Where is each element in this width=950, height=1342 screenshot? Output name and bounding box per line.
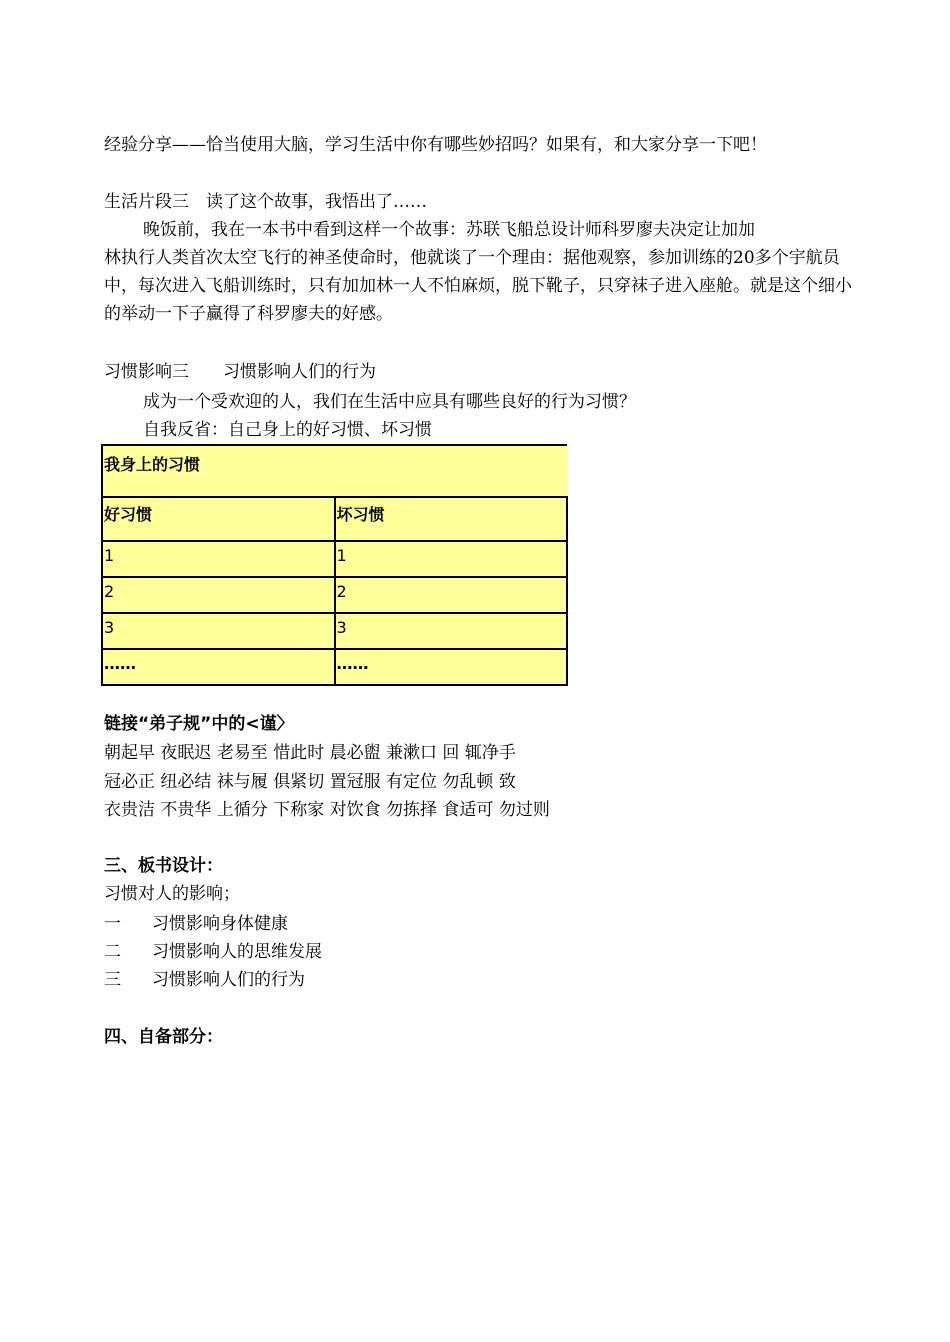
bad-habit-cell: …… [335, 649, 568, 685]
experience-share: 经验分享——恰当使用大脑，学习生活中你有哪些妙招吗？如果有，和大家分享一下吧！ [104, 135, 767, 155]
board-item-number: 二 [104, 942, 121, 962]
dizigui-line: 冠必正 纽必结 袜与履 俱紧切 置冠服 有定位 勿乱顿 致 [104, 772, 516, 792]
board-subtitle: 习惯对人的影响； [104, 884, 240, 904]
table-row [102, 649, 567, 685]
influence3-title: 习惯影响三 习惯影响人们的行为 [104, 362, 376, 382]
habits-table [101, 444, 568, 686]
board-item-text: 习惯影响身体健康 [152, 914, 288, 934]
board-item-number: 一 [104, 914, 121, 934]
good-habit-cell: 1 [102, 541, 335, 577]
header-good-habits: 好习惯 [102, 497, 335, 541]
influence3-question: 成为一个受欢迎的人，我们在生活中应具有哪些良好的行为习惯？ [143, 392, 636, 412]
board-design-title: 三、板书设计： [104, 856, 223, 876]
bad-habit-cell: 1 [335, 541, 568, 577]
board-item-text: 习惯影响人的思维发展 [152, 942, 322, 962]
dizigui-line: 衣贵洁 不贵华 上循分 下称家 对饮食 勿拣择 食适可 勿过则 [104, 800, 550, 820]
story-body: 林执行人类首次太空飞行的神圣使命时，他就谈了一个理由：据他观察，参加训练的20多个宇航员中，每次进入飞船训练时，只有加加林一人不怕麻烦，脱下靴子，只穿袜子进入座舱。就是这个细小的举动一下子赢得了科罗廖夫的好感。 [104, 248, 852, 324]
good-habit-cell: 3 [102, 613, 335, 649]
table-row [102, 577, 567, 613]
table-row [102, 541, 567, 577]
board-item [104, 942, 322, 962]
header-bad-habits: 坏习惯 [335, 497, 568, 541]
segment3-title: 生活片段三 读了这个故事，我悟出了…… [104, 192, 427, 212]
board-item [104, 914, 288, 934]
board-item-text: 习惯影响人们的行为 [152, 970, 305, 990]
board-item [104, 970, 305, 990]
dizigui-line: 朝起早 夜眠迟 老易至 惜此时 晨必盥 兼漱口 回 辄净手 [104, 743, 516, 763]
board-item-number: 三 [104, 970, 121, 990]
dizigui-title: 链接“弟子规”中的<谨〉 [104, 714, 294, 734]
bad-habit-cell: 3 [335, 613, 568, 649]
self-prep-title: 四、自备部分： [104, 1027, 223, 1047]
good-habit-cell: …… [102, 649, 335, 685]
table-row [102, 613, 567, 649]
bad-habit-cell: 2 [335, 577, 568, 613]
self-reflection: 自我反省：自己身上的好习惯、坏习惯 [143, 420, 432, 440]
good-habit-cell: 2 [102, 577, 335, 613]
story-paragraph [104, 216, 864, 328]
table-title: 我身上的习惯 [102, 445, 567, 497]
story-first-line: 晚饭前，我在一本书中看到这样一个故事：苏联飞船总设计师科罗廖夫决定让加加 [143, 220, 755, 240]
